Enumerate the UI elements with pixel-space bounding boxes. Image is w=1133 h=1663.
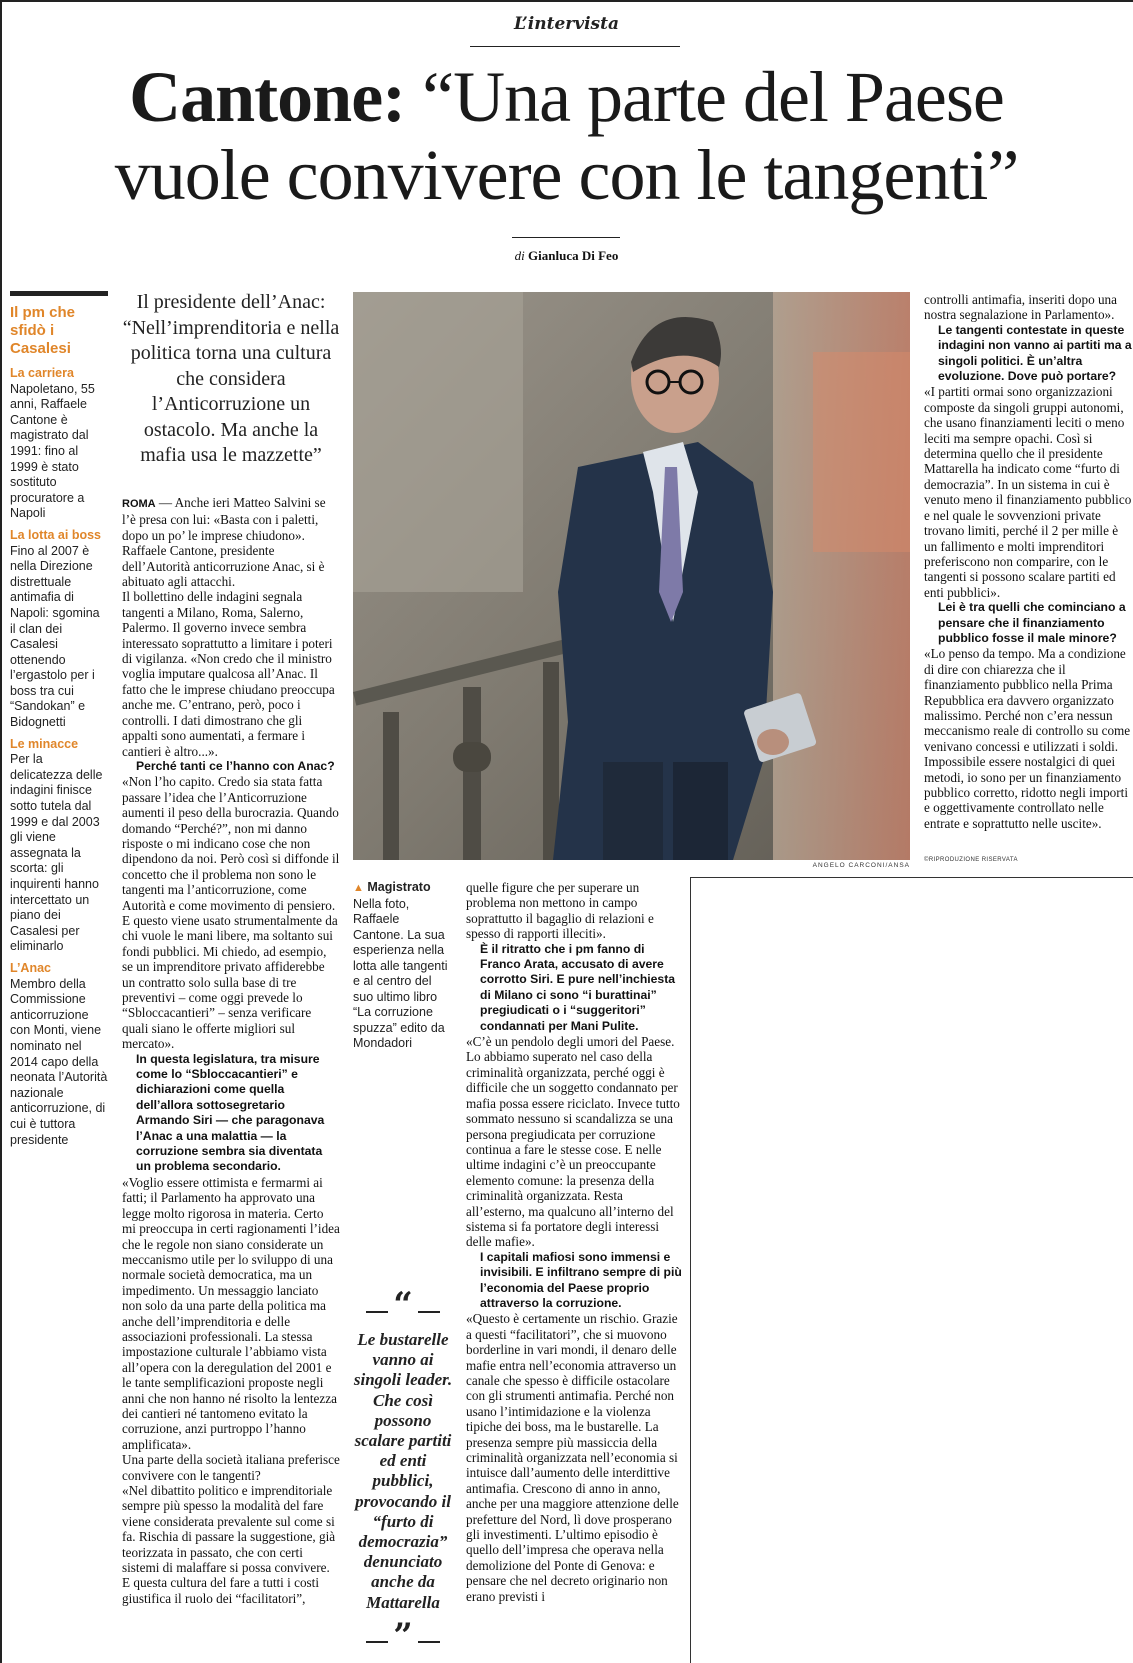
article-paragraph: Una parte della società italiana preferisce convivere con le tangenti?: [122, 1452, 340, 1483]
box-rule-vertical: [690, 877, 691, 1663]
article-column-3: [924, 292, 1133, 831]
reproduction-notice: ©RIPRODUZIONE RISERVATA: [924, 857, 1018, 863]
sidebar-title: Il pm che sfidò i Casalesi: [10, 304, 76, 357]
dateline-text: — Anche ieri Matteo Salvini se l’è presa con lui: «Basta con i paletti, dopo un po’ le imprese chiudono». Raffaele Cantone, presidente dell’Autorità anticorruzione Anac, si è abituato agli attacchi.: [122, 495, 326, 590]
article-paragraph: «Voglio essere ottimista e fermarmi ai fatti; il Parlamento ha approvato una legge molto rigorosa in materia. Certo mi preoccupa in certi ragionamenti l’idea che le regole non siano considerate un meccanismo utile per lo sviluppo di una normale società democratica, ma un impedimento. Un messaggio lanciato non solo da una parte della politica ma anche dell’imprenditoria e delle associazioni professionali. La stessa impostazione culturale l’abbiamo vista all’opera con la deregulation del 2001 e le tante semplificazioni proposte negli anni che non hanno né risolto la lentezza dei cantieri né tantomeno evitato la corruzione, anzi purtroppo l’hanno amplificata».: [122, 1174, 340, 1452]
article-paragraph: «C’è un pendolo degli umori del Paese. Lo abbiamo superato nel caso della criminalità organizzata, perché oggi è difficile che un soggetto condannato per mafia possa essere riciclato. Invece tutto sommato nessuno si scandalizza se una persona pregiudicata per corruzione continua a fare le stesse cose. E nelle ultime indagini c’è un preoccupante elemento comune: la presenza della criminalità organizzata. Resta all’esterno, ma qualcuno all’interno del sistema si fa portatore degli interessi delle mafie».: [466, 1034, 680, 1250]
sidebar-heading: La carriera: [10, 366, 74, 380]
sidebar-text: Per la delicatezza delle indagini finisce sotto tutela dal 1999 e dal 2003 gli viene assegnata la scorta: gli inquirenti hanno intercettato un piano dei Casalesi per eliminarlo: [10, 752, 103, 954]
portrait-photo: [353, 292, 910, 860]
photo-caption: [353, 880, 453, 1052]
headline-quote-2: vuole convivere con le tangenti”: [114, 135, 1019, 215]
article-paragraph: «Non l’ho capito. Credo sia stata fatta passare l’idea che l’Anticorruzione aumenti il peso della burocrazia. Quando domando “Perché?”, non mi danno risposte o mi indicano cose che non dipendono da noi. Però così si diffonde il concetto che il problema non sono le tangenti ma l’anticorruzione, come Autorità e come movimento di pensiero. E questo viene usato strumentalmente da chi vuole le mani libere, ma soltanto sui fondi pubblici. Mi chiedo, ad esempio, se un imprenditore privato affiderebbe un contratto solo sulla base di tre preventivi – come oggi prevede lo “Sbloccacantieri” – senza verificare quali siano le offerte migliori sul mercato».: [122, 774, 340, 1052]
article-paragraph: [122, 495, 340, 589]
caption-heading-row: [353, 880, 453, 897]
article-lead: Il presidente dell’Anac: “Nell’imprenditoria e nella politica torna una cultura che considera l’Anticorruzione un ostacolo. Ma anche la mafia usa le mazzette”: [122, 291, 340, 466]
photo-credit: ANGELO CARCONI/ANSA: [812, 862, 910, 869]
triangle-icon: ▲: [353, 882, 364, 894]
interview-question: In questa legislatura, tra misure come lo “Sbloccacantieri” e dichiarazioni come quella dell’allora sottosegretario Armando Siri — che paragonava l’Anac a una malattia — la corruzione sembra sia diventata un problema secondario.: [136, 1051, 325, 1174]
interview-question: È il ritratto che i pm fanno di Franco Arata, accusato di avere corrotto Siri. E pure nell’inchiesta di Milano ci sono “i burattinai” pregiudicati o i “suggeritori” condannati per Mani Pulite.: [480, 941, 676, 1033]
dateline-city: ROMA: [122, 498, 156, 510]
article-paragraph: «Nel dibattito politico e imprenditoriale sempre più spesso la modalità del fare viene considerata prevalente sul come si fa. Rischia di passare la suggestione, già teorizzata in passato, che con certi sistemi di malaffare si possa convivere. E questa cultura del fare a tutti i costi giustifica il ruolo dei “facilitatori”,: [122, 1483, 336, 1606]
sidebar-heading: La lotta ai boss: [10, 527, 101, 542]
article-paragraph: «I partiti ormai sono organizzazioni composte da singoli gruppi autonomi, che usano finanziamenti leciti o meno leciti ma sempre opachi. Così si determina quello che il presidente Mattarella ha indicato come “furto di democrazia”. In un sistema in cui è venuto meno il finanziamento pubblico e nel quale le sovvenzioni private trovano limiti, perché il 2 per mille è un fallimento e molti imprenditori preferiscono non comparire, con le tangenti si possono scalare partiti ed enti pubblici».: [924, 384, 1132, 600]
interview-question: Lei è tra quelli che cominciano a pensare che il finanziamento pubblico fosse il male minore?: [938, 600, 1126, 645]
sidebar-text: Fino al 2007 è nella Direzione distrettuale antimafia di Napoli: sgomina il clan dei Casalesi ottenendo l’ergastolo per i boss tra cui “Sandokan” e Bidognetti: [10, 543, 100, 730]
open-quote-icon: “: [353, 1290, 453, 1320]
headline-rule: [512, 237, 620, 238]
sidebar-section: [10, 737, 108, 955]
close-quote-icon: ”: [353, 1621, 453, 1651]
article-paragraph: quelle figure che per superare un problema non mettono in campo soprattutto il bagaglio di relazioni e spesso di rapporti illeciti».: [466, 880, 654, 942]
byline: [0, 248, 1133, 264]
headline-name: Cantone:: [129, 57, 406, 137]
sidebar-heading: Le minacce: [10, 736, 79, 751]
section-kicker: L’intervista: [513, 14, 619, 34]
pull-quote-text: Le bustarelle vanno ai singoli leader. Che così possono scalare partiti ed enti pubblici, provocando il “furto di democrazia” denunciato anche da Mattarella: [353, 1330, 453, 1612]
sidebar-section: [10, 528, 108, 731]
portrait-illustration: [353, 292, 910, 860]
article-paragraph: controlli antimafia, inseriti dopo una nostra segnalazione in Parlamento».: [924, 292, 1118, 323]
box-rule-horizontal: [690, 877, 1133, 878]
top-rule: [0, 0, 1133, 2]
byline-author: Gianluca Di Feo: [528, 248, 619, 263]
caption-text: Nella foto, Raffaele Cantone. La sua esperienza nella lotta alle tangenti e al centro del suo ultimo libro “La corruzione spuzza” edito da Mondadori: [353, 896, 448, 1050]
article-column-1: [122, 495, 340, 1606]
sidebar-text: Napoletano, 55 anni, Raffaele Cantone è magistrato dal 1991: fino al 1999 è stato sostituto procuratore a Napoli: [10, 381, 95, 521]
interview-question: Le tangenti contestate in queste indagini non vanno ai partiti ma a singoli politici. È un’altra evoluzione. Dove può portare?: [938, 322, 1132, 384]
headline-quote-1: “Una parte del Paese: [405, 57, 1004, 137]
pull-quote: [353, 1285, 453, 1656]
article-paragraph: «Lo penso da tempo. Ma a condizione di dire con chiarezza che il finanziamento pubblico nella Prima Repubblica era davvero organizzato malissimo. Perché non c’era nessun meccanismo reale di controllo su come venivano concessi e utilizzati i soldi. Impossibile essere nostalgici di quei metodi, io sono per un finanziamento pubblico corretto, ridotto negli importi e oggettivamente controllato nelle entrate e soprattutto nelle uscite».: [924, 646, 1131, 831]
sidebar-heading: L’Anac: [10, 960, 51, 975]
interview-question: Perché tanti ce l’hanno con Anac?: [136, 758, 335, 773]
headline: [60, 58, 1073, 214]
sidebar-text: Membro della Commissione anticorruzione con Monti, viene nominato nel 2014 capo della neonata l’Autorità nazionale anticorruzione, di cui è tuttora presidente: [10, 976, 108, 1147]
sidebar-section: [10, 961, 108, 1148]
sidebar-section: [10, 366, 108, 522]
caption-heading: Magistrato: [367, 880, 431, 894]
article-paragraph: «Questo è certamente un rischio. Grazie a questi “facilitatori”, che si muovono borderline in vari mondi, il denaro delle mafie entra nell’economia attraverso un canale che spesso è difficile ostacolare con gli strumenti antimafia. Perché non usano l’intimidazione e la violenza tipiche dei boss, ma le bustarelle. La presenza sempre più massiccia della criminalità organizzata nell’economia si intuisce dall’aumento delle interdittive antimafia. Crescono di anno in anno, anche per una maggiore attenzione delle prefetture del Nord, lì dove prosperano gli investimenti. L’ultimo episodio è quello dell’impresa che operava nella demolizione del Ponte di Genova: e pensare che nel decreto originario non erano previsti i: [466, 1311, 679, 1604]
kicker-rule: [470, 46, 680, 47]
article-paragraph: Il bollettino delle indagini segnala tangenti a Milano, Roma, Salerno, Palermo. Il governo invece sembra interessato soprattutto a limitare i poteri di vigilanza. «Non credo che il ministro voglia imputare qualcosa all’Anac. Il fatto che le imprese chiudano preoccupa anche me. C’entrano, però, poco i controlli. I dati dimostrano che gli appalti sono aumentati, a fermare i cantieri è altro...».: [122, 589, 335, 759]
bio-sidebar: [10, 291, 108, 1148]
article-column-2: [466, 880, 684, 1604]
interview-question: I capitali mafiosi sono immensi e invisibili. E infiltrano sempre di più l’economia del Paese proprio attraverso la corruzione.: [480, 1249, 682, 1310]
byline-prefix: di: [514, 248, 525, 263]
